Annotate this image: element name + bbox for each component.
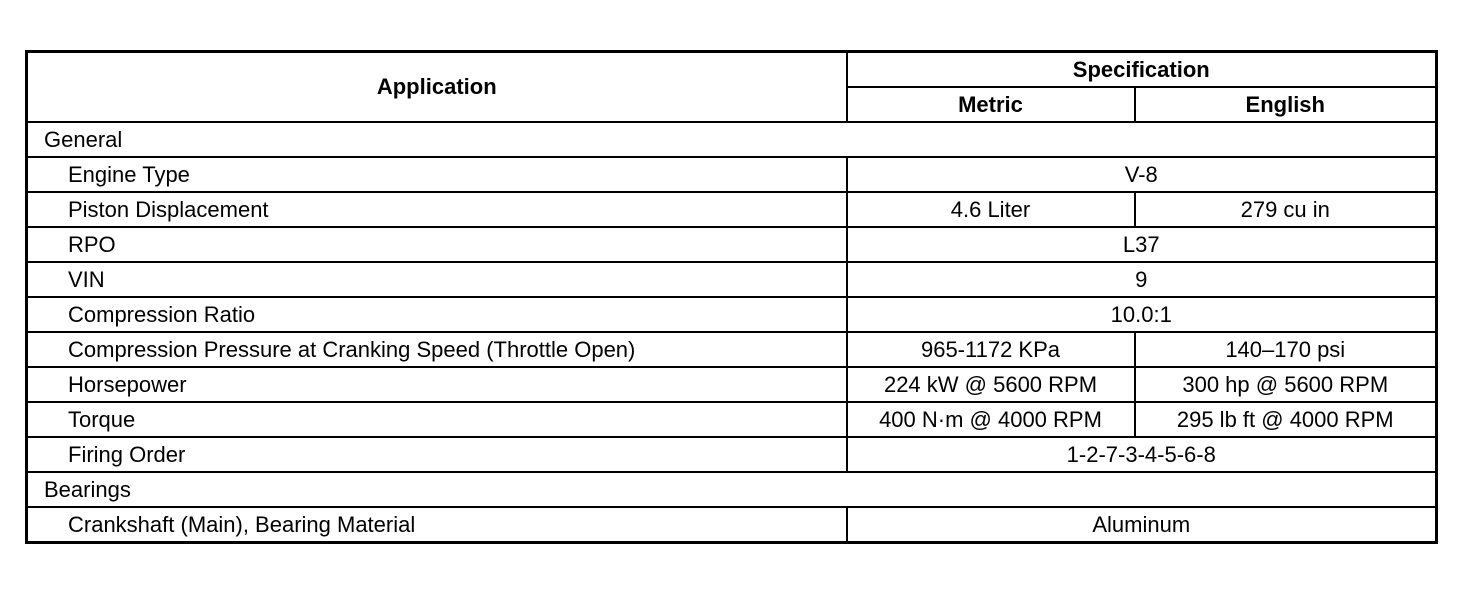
specification-header: Specification — [847, 52, 1437, 88]
application-cell: Piston Displacement — [27, 192, 847, 227]
combined-value-cell: Aluminum — [847, 507, 1437, 543]
combined-value-cell: 10.0:1 — [847, 297, 1437, 332]
application-cell: Compression Pressure at Cranking Speed (Throttle Open) — [27, 332, 847, 367]
section-title: General — [27, 122, 1437, 157]
section-title: Bearings — [27, 472, 1437, 507]
combined-value-cell: 9 — [847, 262, 1437, 297]
english-value-cell: 300 hp @ 5600 RPM — [1135, 367, 1437, 402]
application-cell: Torque — [27, 402, 847, 437]
application-cell: Crankshaft (Main), Bearing Material — [27, 507, 847, 543]
table-row — [27, 402, 1437, 437]
english-header: English — [1135, 87, 1437, 122]
english-value-cell: 295 lb ft @ 4000 RPM — [1135, 402, 1437, 437]
specification-table — [25, 50, 1438, 544]
application-cell: Compression Ratio — [27, 297, 847, 332]
english-value-cell: 140–170 psi — [1135, 332, 1437, 367]
table-row — [27, 262, 1437, 297]
metric-value-cell: 4.6 Liter — [847, 192, 1135, 227]
combined-value-cell: 1-2-7-3-4-5-6-8 — [847, 437, 1437, 472]
metric-value-cell: 965-1172 KPa — [847, 332, 1135, 367]
table-row — [27, 437, 1437, 472]
table-row — [27, 192, 1437, 227]
application-cell: Horsepower — [27, 367, 847, 402]
section-row — [27, 122, 1437, 157]
english-value-cell: 279 cu in — [1135, 192, 1437, 227]
metric-value-cell: 400 N·m @ 4000 RPM — [847, 402, 1135, 437]
section-row — [27, 472, 1437, 507]
combined-value-cell: V-8 — [847, 157, 1437, 192]
application-cell: Engine Type — [27, 157, 847, 192]
table-row — [27, 227, 1437, 262]
table-row — [27, 332, 1437, 367]
application-cell: VIN — [27, 262, 847, 297]
table-row — [27, 507, 1437, 543]
table-row — [27, 367, 1437, 402]
metric-value-cell: 224 kW @ 5600 RPM — [847, 367, 1135, 402]
table-row — [27, 157, 1437, 192]
combined-value-cell: L37 — [847, 227, 1437, 262]
metric-header: Metric — [847, 87, 1135, 122]
application-header: Application — [27, 52, 847, 123]
application-cell: RPO — [27, 227, 847, 262]
table-row — [27, 297, 1437, 332]
application-cell: Firing Order — [27, 437, 847, 472]
